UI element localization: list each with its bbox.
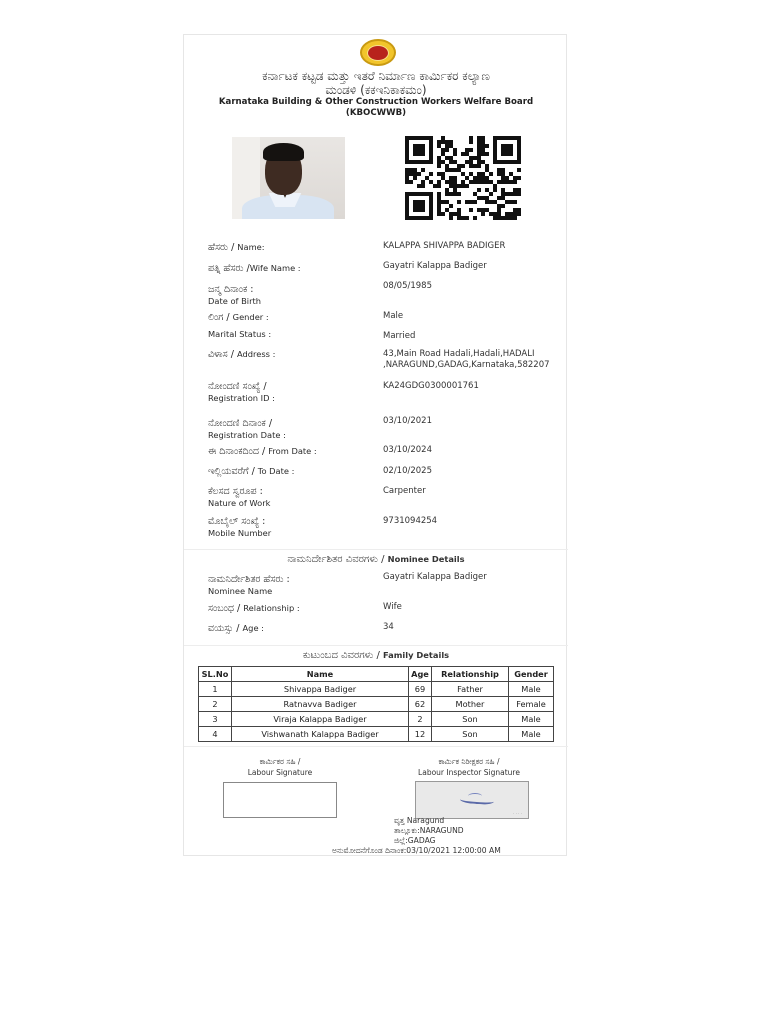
inspector-signature-label: ಕಾರ್ಮಿಕ ನಿರೀಕ್ಷಕರ ಸಹಿ / Labour Inspector Signature: [418, 757, 520, 777]
field-value: 03/10/2024: [383, 445, 432, 455]
qr-code: [405, 136, 521, 220]
labour-signature-box: [223, 782, 337, 818]
table-header-cell: Gender: [509, 667, 554, 682]
nominee-field-value: Gayatri Kalappa Badiger: [383, 572, 487, 582]
field-label: Marital Status :: [208, 329, 272, 339]
nominee-field-value: 34: [383, 622, 394, 632]
table-cell: Son: [432, 727, 509, 742]
district-text: ಜಿಲ್ಲೆ:GADAG: [394, 836, 436, 845]
divider: [184, 549, 568, 550]
table-row: [199, 697, 554, 712]
nominee-field-value: Wife: [383, 602, 402, 612]
field-value: Male: [383, 311, 404, 321]
table-cell: 2: [409, 712, 432, 727]
board-title-kannada-line2: ಮಂಡಳಿ (ಕಕಇನಿಕಾಕಮಂ): [325, 83, 427, 97]
table-cell: 69: [409, 682, 432, 697]
table-cell: 1: [199, 682, 232, 697]
table-cell: 62: [409, 697, 432, 712]
field-label: ಹೆಸರು / Name:: [208, 242, 265, 253]
table-cell: 3: [199, 712, 232, 727]
board-title-english: Karnataka Building & Other Construction Workers Welfare Board: [218, 97, 534, 107]
table-cell: 4: [199, 727, 232, 742]
nominee-field-label: ಸಂಬಂಧ / Relationship :: [208, 603, 300, 614]
taluk-text: ತಾಲ್ಲೂಕು:NARAGUND: [394, 826, 464, 835]
family-table: [198, 666, 554, 742]
id-card: [183, 34, 567, 856]
field-label: ನೋಂದಣಿ ಸಂಖ್ಯೆ / Registration ID :: [208, 381, 275, 403]
field-label: ಪತ್ನಿ ಹೆಸರು /Wife Name :: [208, 263, 301, 274]
table-cell: 12: [409, 727, 432, 742]
table-cell: Shivappa Badiger: [232, 682, 409, 697]
circle-text: ವೃತ್ತ Naragund: [394, 816, 445, 825]
field-label: ಜನ್ಮ ದಿನಾಂಕ : Date of Birth: [208, 284, 262, 306]
inspector-signature-image: · · · ·: [415, 781, 529, 819]
field-value: KALAPPA SHIVAPPA BADIGER: [383, 241, 506, 251]
nominee-heading: ನಾಮನಿರ್ದೇಶಿತರ ವಿವರಗಳು / Nominee Details: [287, 554, 465, 565]
field-label: ಕೆಲಸದ ಸ್ವರೂಪ : Nature of Work: [208, 486, 271, 508]
table-cell: Vishwanath Kalappa Badiger: [232, 727, 409, 742]
table-cell: Mother: [432, 697, 509, 712]
table-row: [199, 712, 554, 727]
field-value: 03/10/2021: [383, 416, 432, 426]
field-value: Carpenter: [383, 486, 426, 496]
field-label: ಲಿಂಗ / Gender :: [208, 312, 269, 323]
table-cell: Ratnavva Badiger: [232, 697, 409, 712]
family-heading: ಕುಟುಂಬದ ವಿವರಗಳು / Family Details: [302, 650, 450, 661]
approved-date-text: ಅನುಮೋದನೆಗೊಂಡ ದಿನಾಂಕ:03/10/2021 12:00:00 AM: [332, 846, 501, 855]
table-header-cell: Age: [409, 667, 432, 682]
table-cell: Male: [509, 712, 554, 727]
divider: [184, 746, 568, 747]
table-cell: Male: [509, 682, 554, 697]
karnataka-emblem-icon: [360, 39, 396, 66]
labour-signature-label: ಕಾರ್ಮಿಕರ ಸಹಿ / Labour Signature: [247, 757, 313, 777]
board-abbreviation: (KBOCWWB): [345, 108, 407, 118]
divider: [184, 645, 568, 646]
table-header-cell: SL.No: [199, 667, 232, 682]
table-cell: Viraja Kalappa Badiger: [232, 712, 409, 727]
table-row: [199, 682, 554, 697]
field-label: ಇಲ್ಲಿಯವರೆಗೆ / To Date :: [208, 466, 295, 477]
table-header-cell: Relationship: [432, 667, 509, 682]
field-label: ವಿಳಾಸ / Address :: [208, 349, 276, 360]
table-header-cell: Name: [232, 667, 409, 682]
board-title-kannada: ಕರ್ನಾಟಕ ಕಟ್ಟಡ ಮತ್ತು ಇತರೆ ನಿರ್ಮಾಣ ಕಾರ್ಮಿಕರ ಕಲ್ಯಾಣ: [262, 69, 490, 83]
nominee-field-label: ನಾಮನಿರ್ದೇಶಿತರ ಹೆಸರು : Nominee Name: [208, 574, 290, 596]
table-cell: Father: [432, 682, 509, 697]
field-value: Gayatri Kalappa Badiger: [383, 261, 487, 271]
field-value: 02/10/2025: [383, 466, 432, 476]
field-value: 9731094254: [383, 516, 438, 526]
table-cell: 2: [199, 697, 232, 712]
field-value: 43,Main Road Hadali,Hadali,HADALI ,NARAGUND,GADAG,Karnataka,582207: [383, 349, 550, 370]
table-cell: Male: [509, 727, 554, 742]
field-label: ಈ ದಿನಾಂಕದಿಂದ / From Date :: [208, 446, 317, 457]
table-row: [199, 727, 554, 742]
field-value: 08/05/1985: [383, 281, 432, 291]
field-label: ನೋಂದಣಿ ದಿನಾಂಕ / Registration Date :: [208, 418, 286, 440]
field-value: KA24GDG0300001761: [383, 381, 479, 391]
field-label: ಮೊಬೈಲ್ ಸಂಖ್ಯೆ : Mobile Number: [208, 516, 272, 538]
field-value: Married: [383, 331, 416, 341]
table-cell: Son: [432, 712, 509, 727]
worker-photo: [232, 137, 345, 219]
nominee-field-label: ವಯಸ್ಸು / Age :: [208, 623, 264, 634]
table-cell: Female: [509, 697, 554, 712]
